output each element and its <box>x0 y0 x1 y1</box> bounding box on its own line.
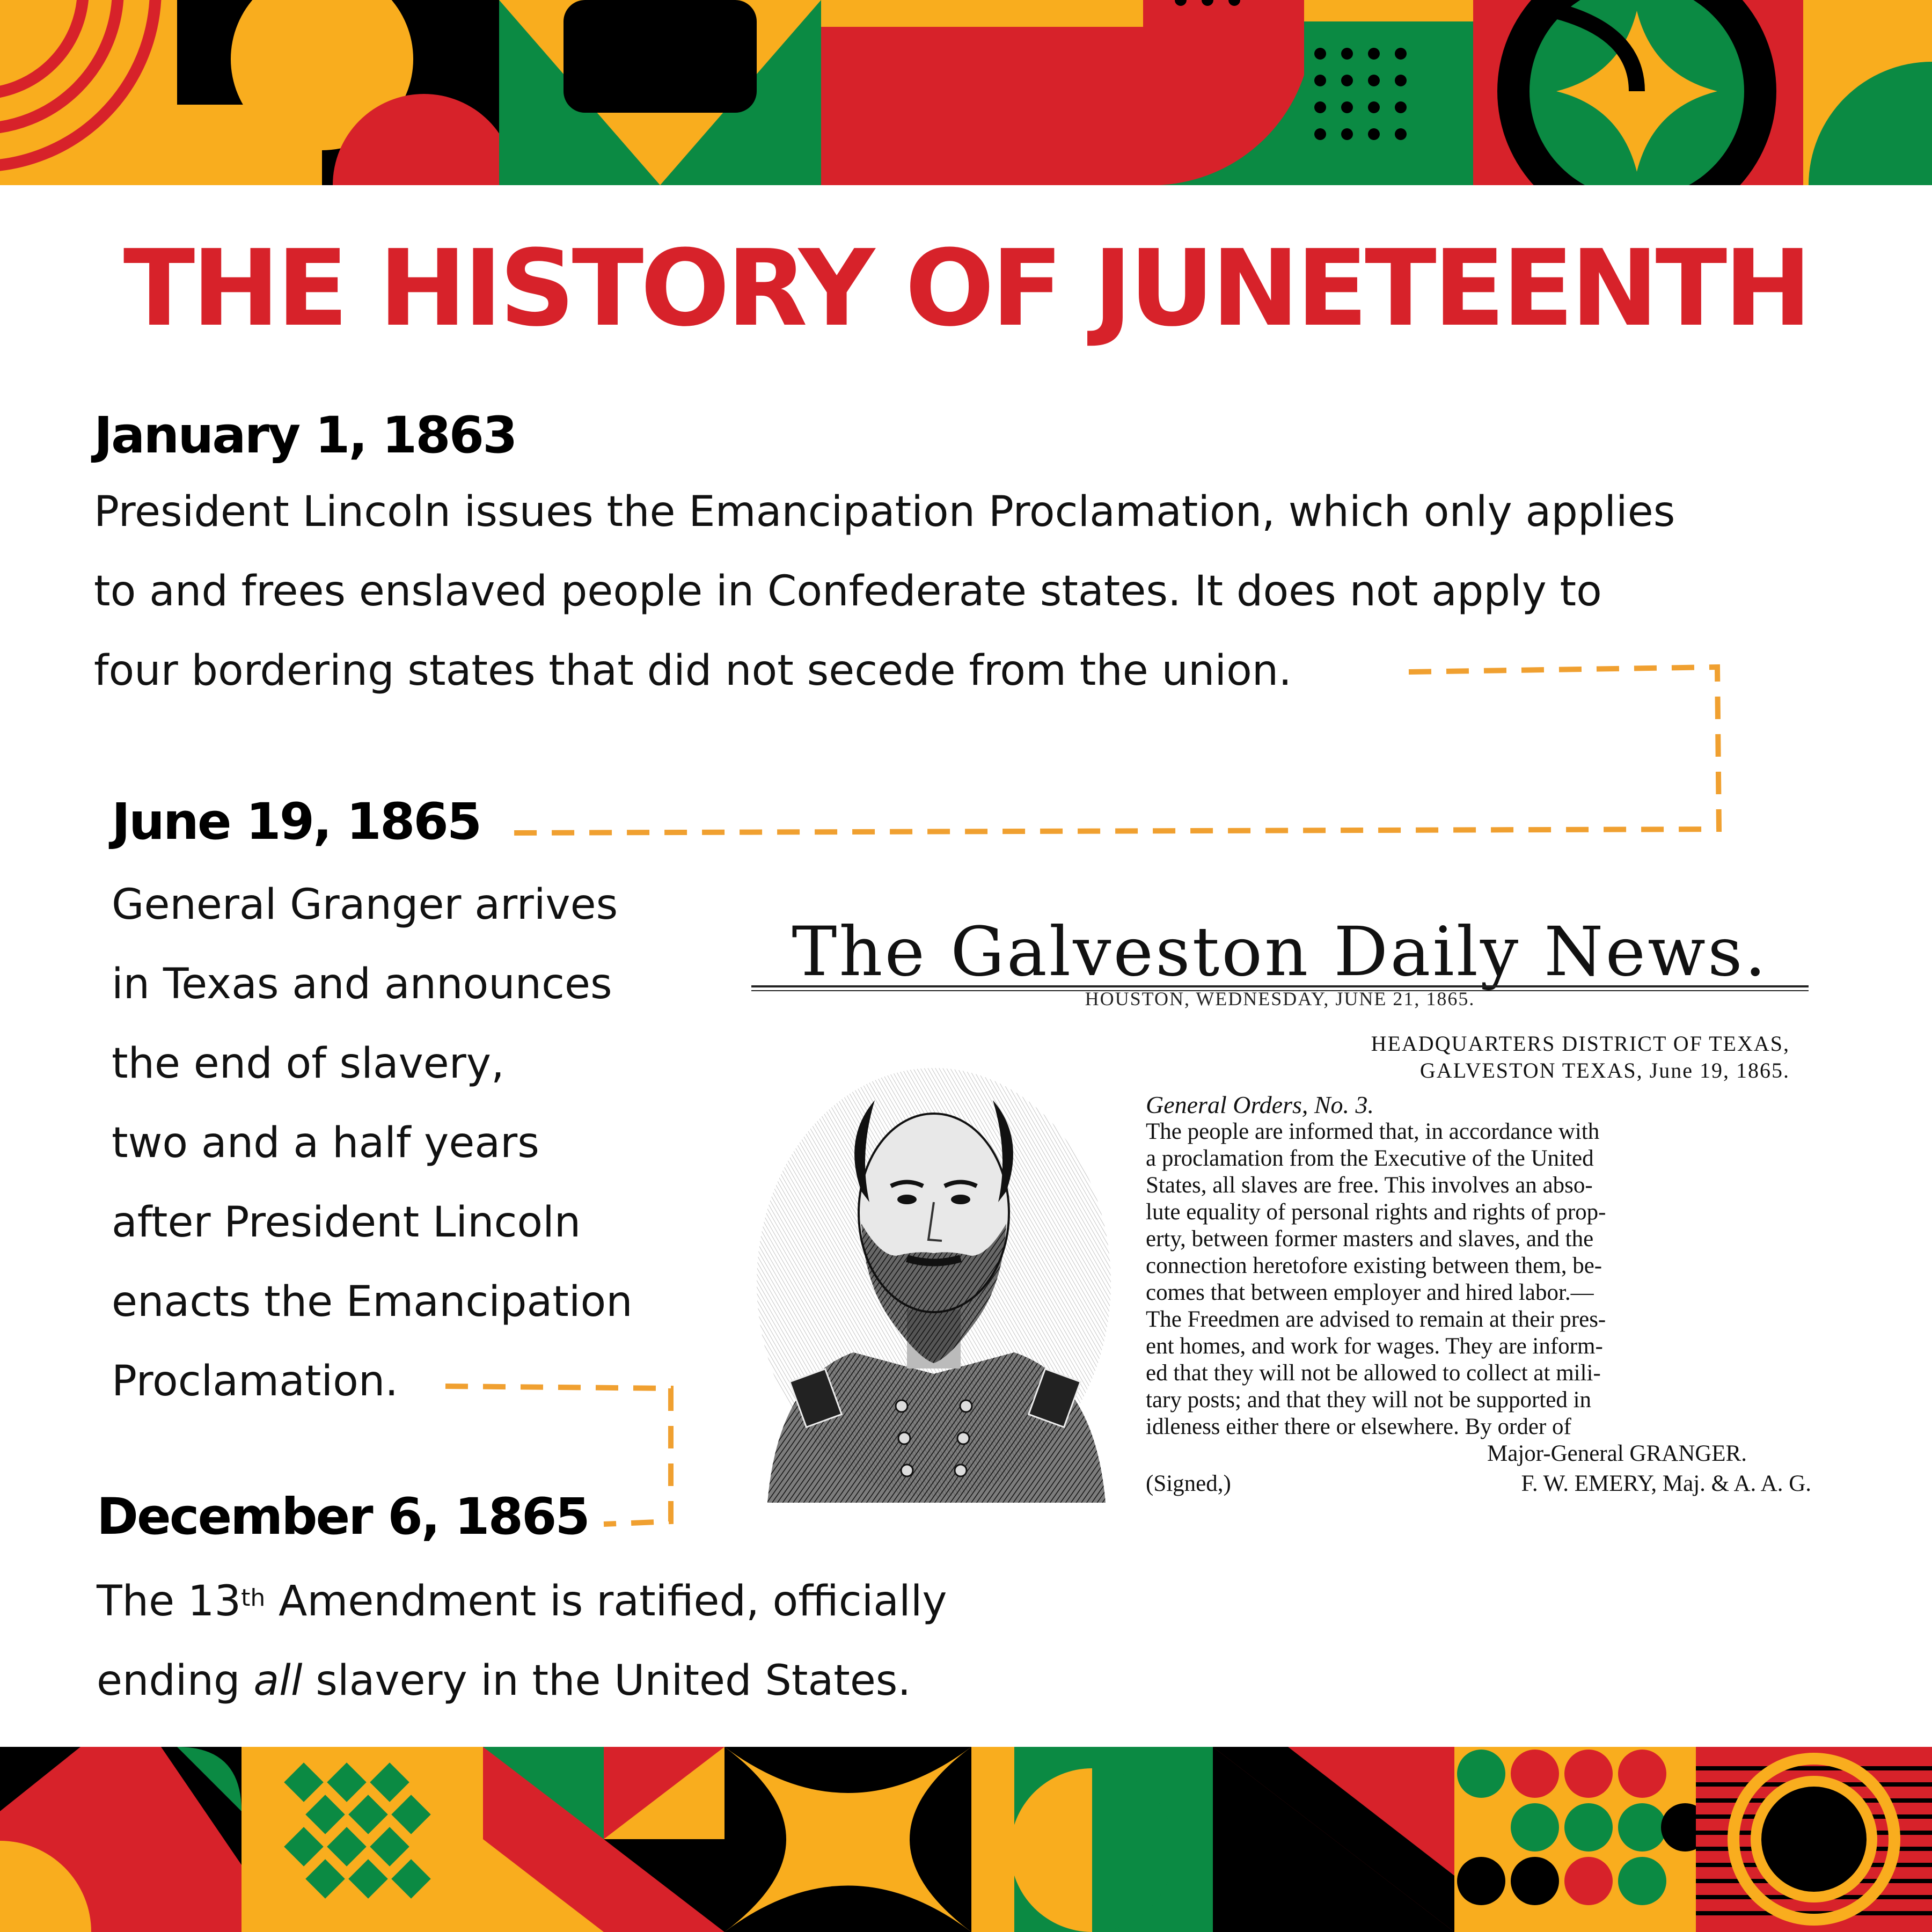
signed-label: (Signed,) <box>1146 1471 1231 1496</box>
signer-name: F. W. EMERY, Maj. & A. A. G. <box>1521 1471 1811 1496</box>
text-line: General Granger arrives <box>112 881 618 929</box>
emphasis-text: all <box>253 1657 303 1705</box>
text-line: after President Lincoln <box>112 1198 581 1247</box>
event-date-1863: January 1, 1863 <box>94 406 516 465</box>
order-by-line: Major-General GRANGER. <box>1487 1441 1747 1466</box>
page-title: THE HISTORY OF JUNETEENTH <box>123 228 1809 350</box>
event-description-1863 <box>94 472 1675 711</box>
general-orders-article <box>1146 1030 1811 1497</box>
order-text-line: comes that between employer and hired labor.— <box>1146 1280 1594 1305</box>
event-date-june-1865: June 19, 1865 <box>112 793 481 851</box>
headquarters-line: HEADQUARTERS DISTRICT OF TEXAS, <box>1371 1031 1790 1056</box>
order-text-line: erty, between former masters and slaves, and the <box>1146 1226 1594 1252</box>
newspaper-clipping <box>746 902 1814 1519</box>
order-text-line: States, all slaves are free. This involves an abso- <box>1146 1173 1593 1198</box>
order-text-line: connection heretofore existing between them, be- <box>1146 1253 1602 1278</box>
order-text-line: idleness either there or elsewhere. By order of <box>1146 1414 1571 1439</box>
order-text-line: The people are informed that, in accordance with <box>1146 1119 1600 1144</box>
top-pattern-band <box>0 0 1932 185</box>
text-fragment: The 13 <box>97 1577 241 1626</box>
text-fragment: Amendment is ratified, officially <box>265 1577 947 1626</box>
bottom-pattern-band <box>0 1747 1932 1932</box>
text-line: the end of slavery, <box>112 1040 504 1088</box>
text-line <box>97 1641 947 1721</box>
text-line: in Texas and announces <box>112 960 612 1008</box>
text-line: Proclamation. <box>112 1357 399 1406</box>
text-line: two and a half years <box>112 1119 539 1167</box>
headquarters-line: GALVESTON TEXAS, June 19, 1865. <box>1419 1058 1790 1082</box>
text-line: to and frees enslaved people in Confederate states. It does not apply to <box>94 567 1602 616</box>
text-line: enacts the Emancipation <box>112 1278 633 1326</box>
signature-line <box>1146 1470 1811 1497</box>
order-title: General Orders, No. 3. <box>1146 1091 1374 1118</box>
event-description-june-1865 <box>112 865 633 1421</box>
general-granger-portrait-image <box>746 1030 1122 1503</box>
text-fragment: ending <box>97 1657 254 1705</box>
order-text-line: a proclamation from the Executive of the United <box>1146 1146 1594 1171</box>
order-text-line: tary posts; and that they will not be supported in <box>1146 1387 1592 1413</box>
order-text-line: The Freedmen are advised to remain at their pres- <box>1146 1307 1606 1332</box>
ordinal-suffix: th <box>241 1584 266 1612</box>
order-text-line: ed that they will not be allowed to collect at mili- <box>1146 1360 1601 1386</box>
text-fragment: slavery in the United States. <box>302 1657 911 1705</box>
text-line: four bordering states that did not secede from the union. <box>94 647 1292 695</box>
order-text-line: lute equality of personal rights and rights of prop- <box>1146 1199 1606 1225</box>
order-text-line: ent homes, and work for wages. They are inform- <box>1146 1334 1603 1359</box>
text-line <box>97 1562 947 1641</box>
event-description-december-1865 <box>97 1562 947 1721</box>
newspaper-masthead: The Galveston Daily News. <box>792 912 1768 991</box>
newspaper-dateline: HOUSTON, WEDNESDAY, JUNE 21, 1865. <box>1085 988 1475 1009</box>
text-line: President Lincoln issues the Emancipation Proclamation, which only applies <box>94 488 1675 536</box>
event-date-december-1865: December 6, 1865 <box>97 1488 589 1546</box>
